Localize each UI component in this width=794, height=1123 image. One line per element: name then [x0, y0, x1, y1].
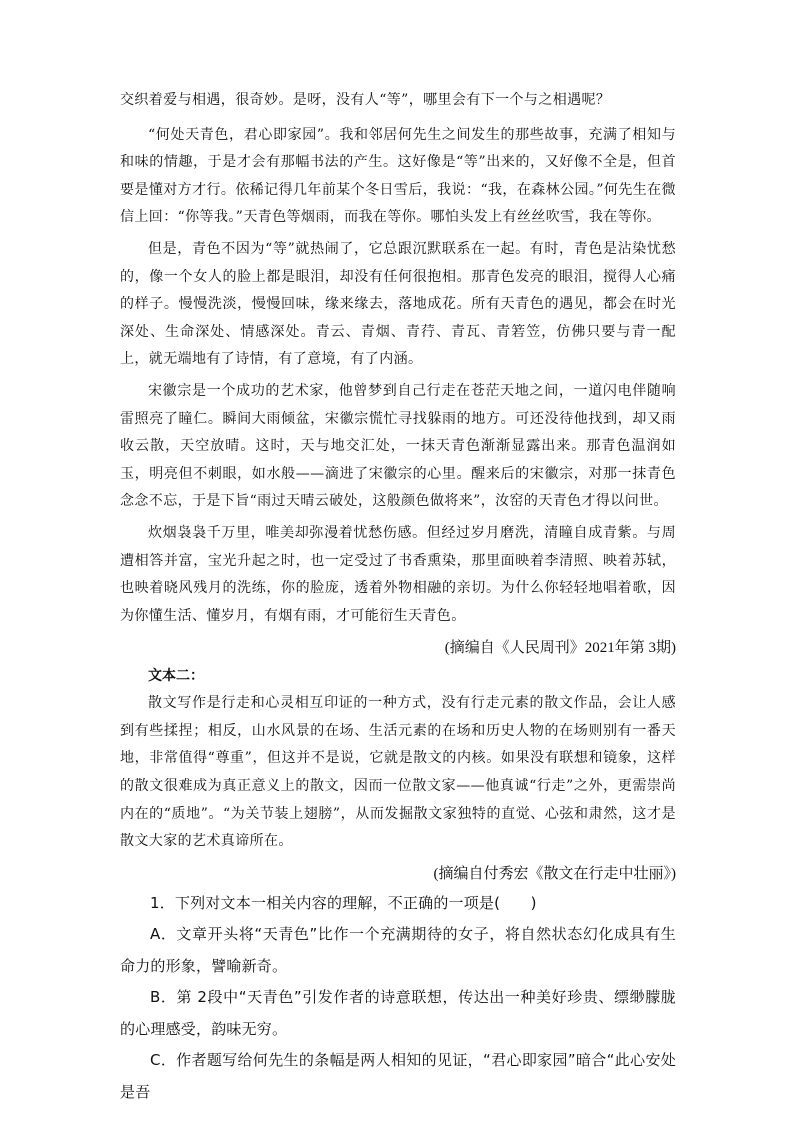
content-column [120, 90, 676, 1108]
text2-paragraph-1: 散文写作是行走和心灵相互印证的一种方式，没有行走元素的散文作品，会让人感到有些揉捏；相反，山水风景的在场、生活元素的在场和历史人物的在场则别有一番天地，非常值得“尊重”，但这并不是说，它就是散文的内核。如果没有联想和镜象，这样的散文很难成为真正意义上的散文，因而一位散文家——他真诚“行走”之外，更需崇尚内在的“质地”。“为关节装上翅膀”，从而发掘散文家独特的直觉、心弦和肃然，这才是散文大家的艺术真谛所在。 [120, 695, 676, 850]
text1-source: (摘编自《人民周刊》2021年第 3期) [444, 640, 676, 657]
text1-paragraph-3: 但是，青色不因为“等”就热闹了，它总跟沉默联系在一起。有时，青色是沾染忧愁的，像一个女人的脸上都是眼泪，却没有任何很抱相。那青色发亮的眼泪，搅得人心痛的样子。慢慢洗淡，慢慢回味，缘来缘去，落地成花。所有天青色的遇见，都会在时光深处、生命深处、情感深处。青云、青烟、青荇、青瓦、青箬笠，仿佛只要与青一配上，就无端地有了诗情，有了意境，有了内涵。 [120, 240, 676, 368]
text1-paragraph-1: 交织着爱与相遇，很奇妙。是呀，没有人“等”，哪里会有下一个与之相遇呢？ [120, 92, 611, 108]
question-1-option-b: B．第 2段中“天青色”引发作者的诗意联想，传达出一种美好珍贵、缥缈朦胧的心理感受，韵味无穷。 [120, 988, 676, 1038]
text1-paragraph-2: “何处天青色，君心即家园”。我和邻居何先生之间发生的那些故事，充满了相知与和味的情趣，于是才会有那幅书法的产生。这好像是“等”出来的，又好像不全是，但首要是懂对方才行。依稀记得几年前某个冬日雪后，我说：“我，在森林公园。”何先生在微信上回：“你等我。”天青色等烟雨，而我在等你。哪怕头发上有丝丝吹雪，我在等你。 [120, 126, 676, 226]
question-1-stem: 1．下列对文本一相关内容的理解，不正确的一项是( ) [150, 893, 537, 912]
text1-paragraph-5: 炊烟袅袅千万里，唯美却弥漫着忧愁伤感。但经过岁月磨洗，清瞳自成青紫。与周遭相答并富，宝光升起之时，也一定受过了书香熏染，那里面映着李清照、映着苏轼，也映着晓风残月的洗练，你的脸庞，透着外物相融的亲切。为什么你轻轻地唱着歌，因为你懂生活、懂岁月，有烟有雨，才可能衍生天青色。 [120, 524, 676, 624]
text1-paragraph-4: 宋徽宗是一个成功的艺术家，他曾梦到自己行走在苍茫天地之间，一道闪电伴随响雷照亮了瞳仁。瞬间大雨倾盆，宋徽宗慌忙寻找躲雨的地方。可还没待他找到，却又雨收云散，天空放晴。这时，天与地交汇处，一抹天青色渐渐显露出来。那青色温润如玉，明亮但不刺眼，如水般——滴进了宋徽宗的心里。醒来后的宋徽宗，对那一抹青色念念不忘，于是下旨“雨过天晴云破处，这般颜色做将来”，汝窑的天青色才得以问世。 [120, 382, 676, 510]
text2-heading: 文本二： [148, 668, 204, 685]
question-1-option-c: C．作者题写给何先生的条幅是两人相知的见证，“君心即家园”暗合“此心安处是吾 [120, 1051, 676, 1101]
text2-source: (摘编自付秀宏《散文在行走中壮丽》) [433, 865, 676, 882]
question-1-option-a: A．文章开头将“天青色”比作一个充满期待的女子，将自然状态幻化成具有生命力的形象，譬喻新奇。 [120, 925, 676, 975]
